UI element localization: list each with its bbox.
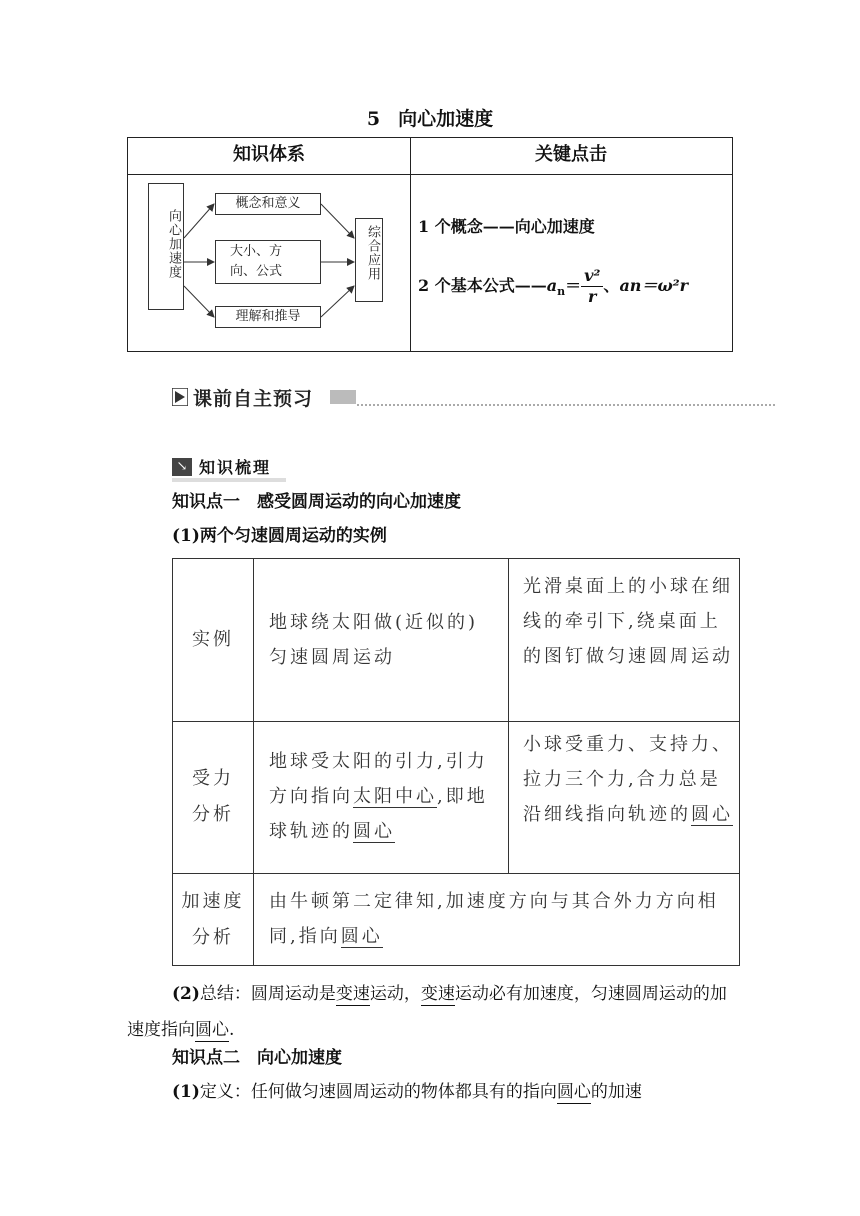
divider: [173, 721, 739, 722]
row3-content: 由牛顿第二定律知,加速度方向与其合外力方向相同,指向圆心: [269, 891, 719, 947]
row1-col1: 地球绕太阳做(近似的)匀速圆周运动: [269, 612, 479, 668]
row1-col2: 光滑桌面上的小球在细线的牵引下,绕桌面上的图钉做匀速圆周运动: [523, 576, 733, 667]
diagram-branch-2: 大小、方向、公式: [215, 240, 321, 284]
row2-col2: 小球受重力、支持力、拉力三个力,合力总是沿细线指向轨迹的圆心: [523, 734, 733, 825]
section-arrow-icon: [172, 388, 188, 406]
kp1-item1: (1)两个匀速圆周运动的实例: [172, 526, 387, 546]
divider: [253, 873, 254, 965]
key-point-2: 2 个基本公式$——a_n=$ $\frac{\text{v²}}{r}$ 、an＝ω²r: [418, 266, 689, 306]
kp2-heading: 知识点二 向心加速度: [172, 1048, 342, 1068]
examples-table: [172, 558, 740, 966]
row2-label: 受力分析: [192, 768, 234, 825]
key-point-1: 1 个概念——向心加速度: [418, 217, 595, 236]
section-decoration: [330, 390, 356, 404]
kp1-summary: (2)总结：圆周运动是变速运动，变速运动必有加速度，匀速圆周运动的加速度指向圆心.: [127, 984, 727, 1040]
subsection-underline: [172, 478, 286, 482]
diagram-arrows: [128, 138, 410, 353]
diagram-branch-1: 概念和意义: [215, 193, 321, 215]
summary-left-header: 知识体系: [128, 138, 411, 174]
summary-right-header: 关键点击: [535, 144, 607, 165]
summary-table: [127, 137, 733, 352]
divider: [508, 559, 509, 873]
divider: [173, 873, 739, 874]
page-title: 5 向心加速度: [366, 108, 494, 130]
diagram-root-box: 向心加速度: [148, 183, 184, 310]
row2-col1: 地球受太阳的引力,引力方向指向太阳中心,即地球轨迹的圆心: [269, 751, 488, 842]
diagram-branch-3: 理解和推导: [215, 306, 321, 328]
subsection-arrow-icon: ↘: [172, 458, 192, 476]
row1-label: 实例: [192, 629, 234, 650]
section-divider: [357, 404, 775, 406]
divider: [410, 174, 411, 351]
kp2-definition: (1)定义：任何做匀速圆周运动的物体都具有的指向圆心的加速: [172, 1082, 642, 1102]
kp1-heading: 知识点一 感受圆周运动的向心加速度: [172, 492, 461, 512]
divider: [253, 559, 254, 873]
row3-label: 加速度分析: [181, 891, 245, 948]
subsection-title: 知识梳理: [199, 458, 272, 477]
section-title: 课前自主预习: [193, 388, 314, 410]
diagram-result-box: 综合应用: [355, 218, 383, 302]
